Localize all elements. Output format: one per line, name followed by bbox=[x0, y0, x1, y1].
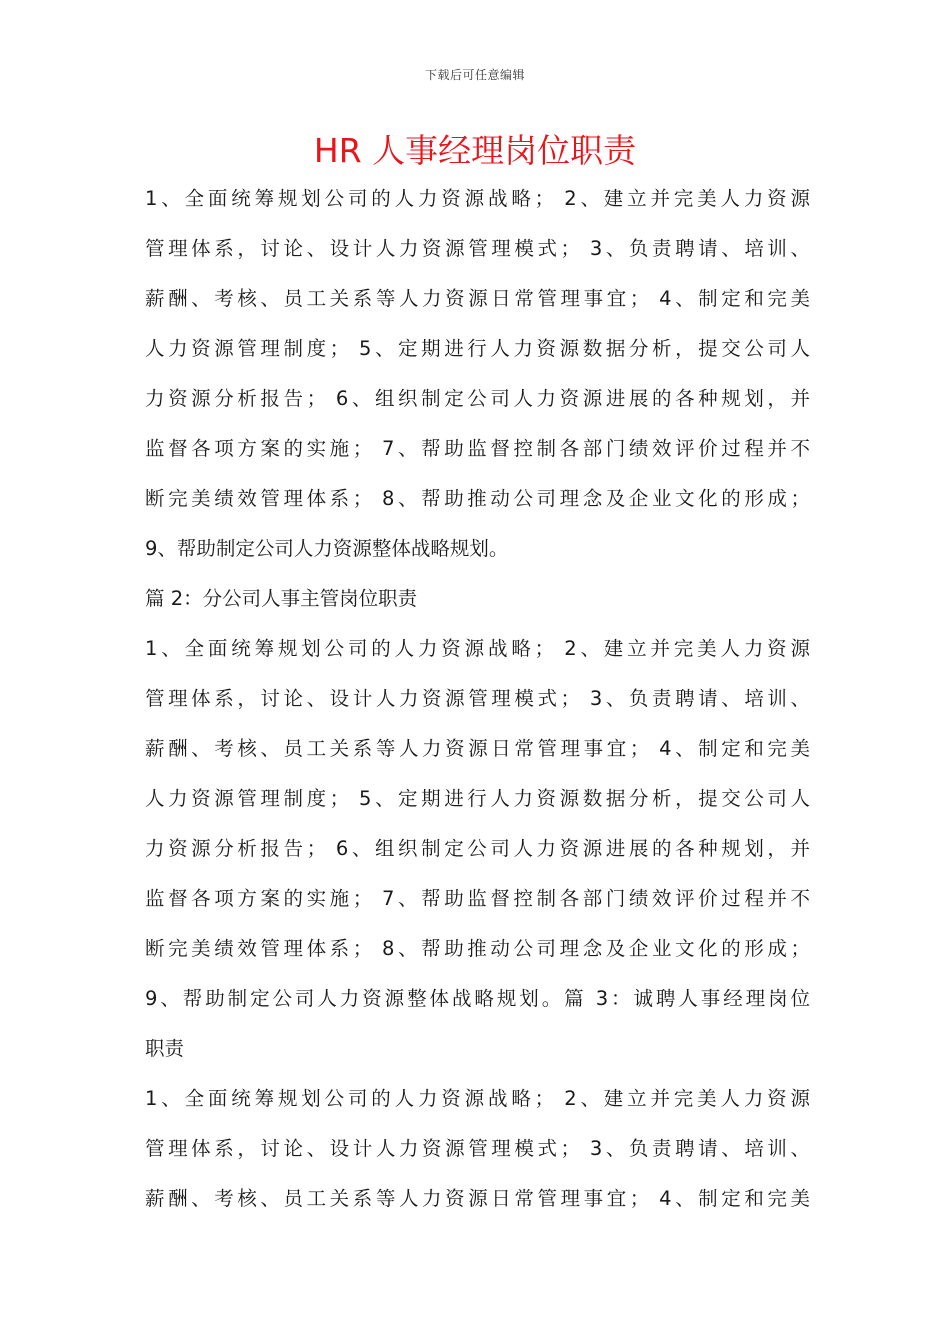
document-body bbox=[145, 174, 810, 1224]
text-line: 管理体系，讨论、设计人力资源管理模式； 3、负责聘请、培训、 bbox=[145, 1137, 810, 1160]
text-line: 人力资源管理制度； 5、定期进行人力资源数据分析，提交公司人 bbox=[145, 787, 810, 810]
text-line: 力资源分析报告； 6、组织制定公司人力资源进展的各种规划，并 bbox=[145, 837, 810, 860]
text-line: 力资源分析报告； 6、组织制定公司人力资源进展的各种规划，并 bbox=[145, 387, 810, 410]
text-line: 9、帮助制定公司人力资源整体战略规划。篇 3：诚聘人事经理岗位 bbox=[145, 987, 810, 1010]
text-line: 职责 bbox=[145, 1037, 185, 1060]
text-line: 人力资源管理制度； 5、定期进行人力资源数据分析，提交公司人 bbox=[145, 337, 810, 360]
text-line: 薪酬、考核、员工关系等人力资源日常管理事宜； 4、制定和完美 bbox=[145, 737, 810, 760]
document-title: HR 人事经理岗位职责 bbox=[313, 131, 637, 170]
header-note: 下载后可任意编辑 bbox=[424, 68, 525, 82]
text-line: 管理体系，讨论、设计人力资源管理模式； 3、负责聘请、培训、 bbox=[145, 687, 810, 710]
text-line: 薪酬、考核、员工关系等人力资源日常管理事宜； 4、制定和完美 bbox=[145, 1187, 810, 1210]
text-line: 断完美绩效管理体系； 8、帮助推动公司理念及企业文化的形成； bbox=[145, 487, 810, 510]
text-line: 断完美绩效管理体系； 8、帮助推动公司理念及企业文化的形成； bbox=[145, 937, 810, 960]
text-line: 1、全面统筹规划公司的人力资源战略； 2、建立并完美人力资源 bbox=[145, 1087, 810, 1110]
section-heading: 篇 2：分公司人事主管岗位职责 bbox=[145, 587, 418, 610]
text-line: 1、全面统筹规划公司的人力资源战略； 2、建立并完美人力资源 bbox=[145, 187, 810, 210]
text-line: 1、全面统筹规划公司的人力资源战略； 2、建立并完美人力资源 bbox=[145, 637, 810, 660]
text-line: 监督各项方案的实施； 7、帮助监督控制各部门绩效评价过程并不 bbox=[145, 887, 810, 910]
text-line: 9、帮助制定公司人力资源整体战略规划。 bbox=[145, 537, 509, 560]
text-line: 监督各项方案的实施； 7、帮助监督控制各部门绩效评价过程并不 bbox=[145, 437, 810, 460]
text-line: 管理体系，讨论、设计人力资源管理模式； 3、负责聘请、培训、 bbox=[145, 237, 810, 260]
text-line: 薪酬、考核、员工关系等人力资源日常管理事宜； 4、制定和完美 bbox=[145, 287, 810, 310]
